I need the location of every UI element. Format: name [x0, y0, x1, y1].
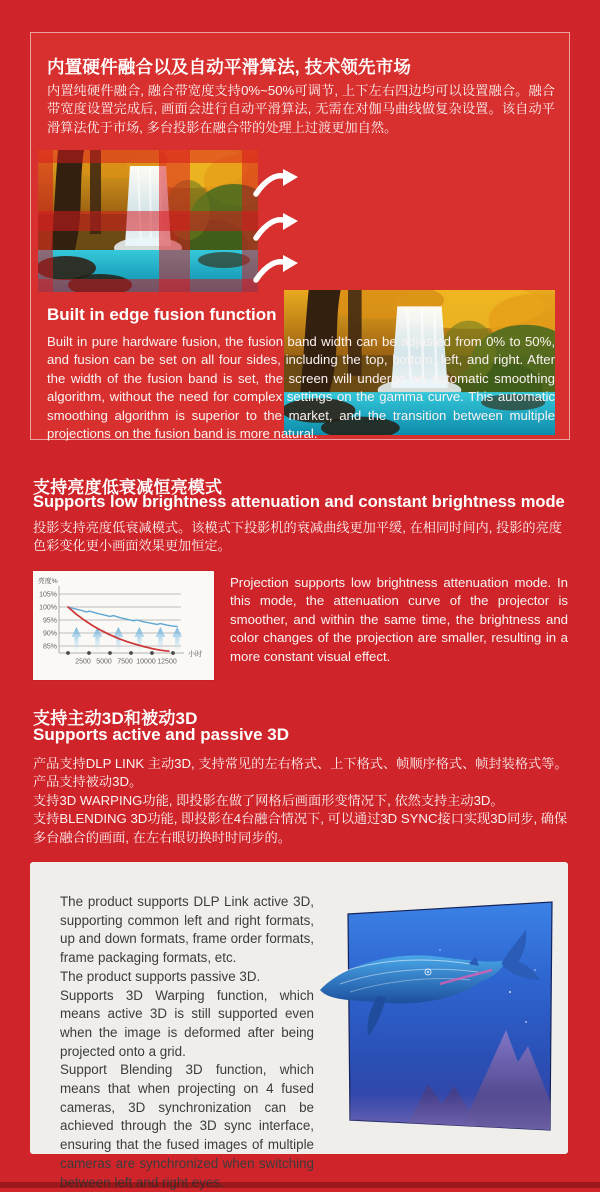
threed-body-line: 支持BLENDING 3D功能, 即投影在4台融合情况下, 可以通过3D SYNC接口实现3D同步, 确保多台融合的画面, 在左右眼切换时时同步的。	[33, 811, 568, 845]
threed-en-paragraph: Supports 3D Warping function, which means active 3D is still supported even when the image is deformed after being projected onto a grid.	[60, 987, 314, 1059]
svg-text:5000: 5000	[96, 658, 112, 666]
threed-body-line: 产品支持DLP LINK 主动3D, 支持常见的左右格式、上下格式、帧顺序格式、帧封装格式等。	[33, 756, 568, 771]
fusion-title-en: Built in edge fusion function	[47, 305, 277, 324]
threed-body-en	[60, 893, 314, 1192]
svg-text:95%: 95%	[42, 617, 57, 625]
threed-en-paragraph: Support Blending 3D function, which means that when projecting on 4 fused cameras, 3D synchronization can be achieved through the 3D sync interface, ensuring that the fused images of multiple cameras are synchronized when switching between left and right eyes.	[60, 1062, 314, 1190]
fusion-band-top	[38, 150, 258, 163]
svg-text:100%: 100%	[39, 604, 57, 612]
svg-text:7500: 7500	[117, 658, 133, 666]
svg-text:85%: 85%	[42, 643, 57, 651]
brightness-body-zh: 投影支持亮度低衰减模式。该模式下投影机的衰减曲线更加平缓, 在相同时间内, 投影的亮度色彩变化更小画面效果更加恒定。	[33, 520, 562, 554]
fusion-band-vertical	[159, 150, 190, 292]
edge-fusion-panel	[30, 32, 570, 440]
threed-body-zh	[33, 755, 571, 847]
fusion-band-horizontal	[38, 211, 258, 231]
line-chart	[33, 571, 214, 680]
waterfall-image-with-fusion-bands	[38, 150, 258, 292]
page-bottom-edge	[0, 1182, 600, 1188]
threed-en-paragraph: The product supports DLP Link active 3D, supporting common left and right formats, up and down formats, frame order formats, frame packaging formats, etc.	[60, 894, 314, 966]
brightness-attenuation-chart	[33, 571, 214, 680]
svg-text:90%: 90%	[42, 630, 57, 638]
svg-text:小时: 小时	[188, 651, 202, 658]
fusion-body-zh: 内置纯硬件融合, 融合带宽度支持0%~50%可调节, 上下左右四边均可以设置融合。融合带宽度设置完成后, 画面会进行自动平滑算法, 无需在对伽马曲线做复杂设置。该自动平滑算法优于市场, 多台投影在融合带的处理上过渡更加自然。	[47, 83, 555, 135]
threed-body-line: 产品支持被动3D。	[33, 774, 143, 790]
fusion-band-bottom	[38, 279, 258, 292]
threed-title-zh: 支持主动3D和被动3D	[33, 709, 198, 728]
brightness-title-en: Supports low brightness attenuation and constant brightness mode	[33, 493, 565, 511]
curved-arrow-icon	[256, 213, 298, 238]
fusion-title-zh: 内置硬件融合以及自动平滑算法, 技术领先市场	[47, 57, 412, 77]
svg-text:12500: 12500	[157, 658, 177, 666]
fog	[348, 1094, 554, 1132]
brightness-title-zh: 支持亮度低衰减恒亮模式	[33, 478, 223, 497]
svg-text:亮度%: 亮度%	[38, 578, 58, 585]
threed-body-line: 支持3D WARPING功能, 即投影在做了网格后画面形变情况下, 依然支持主动3D。	[33, 792, 504, 808]
fusion-body-en: Built in pure hardware fusion, the fusion band width can be adjusted from 0% to 50%, and fusion can be set on all four sides, including the top, bottom, left, and right. After the width of the fusion band is set, the screen will undergo an automatic smoothing algorithm, without the need for complex settings on the gamma curve. This automatic smoothing algorithm is superior to the market, and the transition between multiple projections on the fusion band is more natural.	[47, 334, 555, 442]
curved-arrow-icons	[253, 150, 299, 292]
3d-whale-screen-image	[320, 872, 572, 1144]
svg-text:10000: 10000	[136, 658, 156, 666]
brightness-body-en: Projection supports low brightness attenuation mode. In this mode, the attenuation curve of the projector is smoother, and within the same time, the brightness and color changes of the projection are smaller, resulting in a more constant visual effect.	[230, 575, 568, 664]
svg-text:105%: 105%	[39, 591, 57, 599]
curved-arrow-icon	[256, 169, 298, 194]
threed-title-en: Supports active and passive 3D	[33, 725, 290, 744]
threed-en-paragraph: The product supports passive 3D.	[60, 968, 261, 984]
svg-text:2500: 2500	[75, 658, 91, 666]
curved-arrow-icon	[256, 255, 298, 280]
